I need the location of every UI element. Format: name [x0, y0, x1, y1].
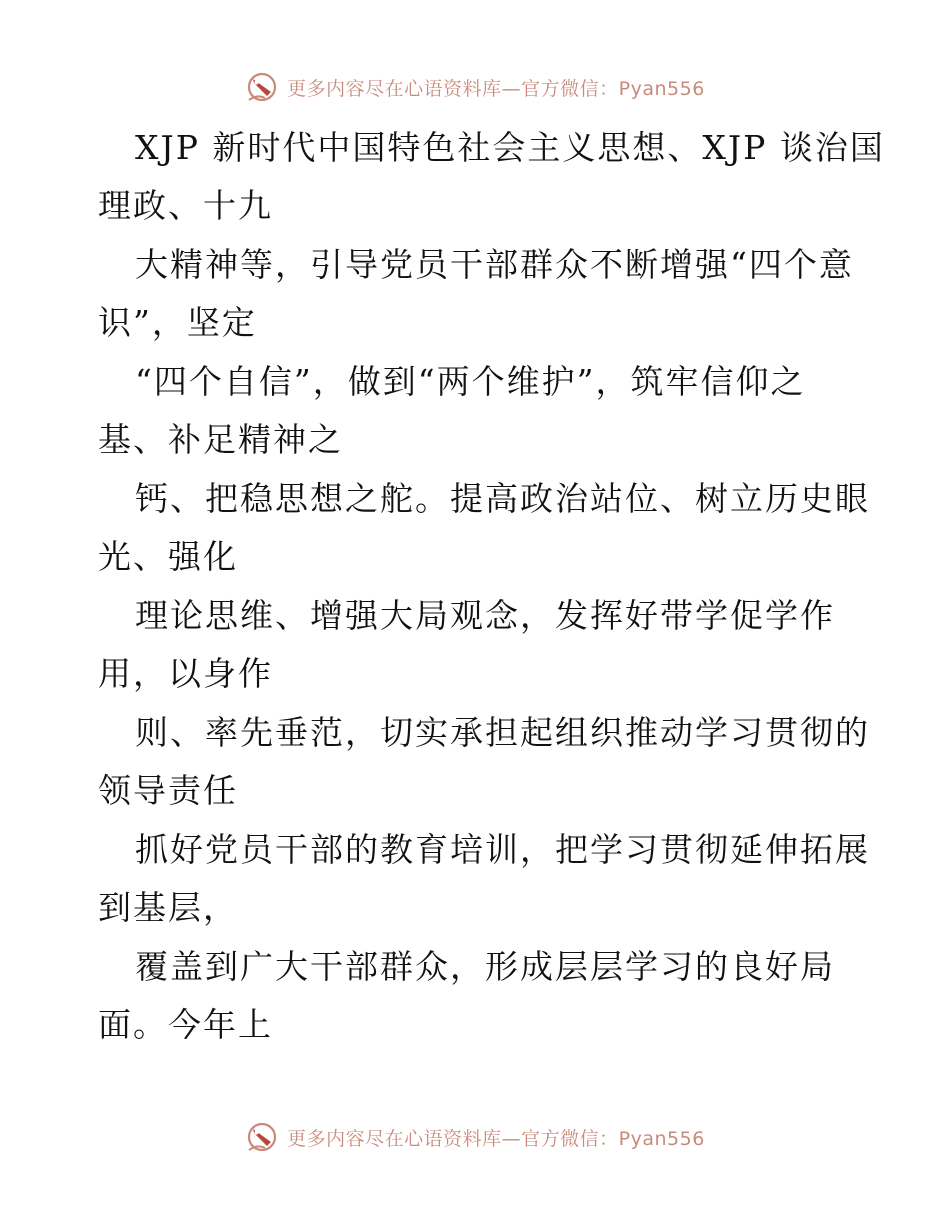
watermark-text: 更多内容尽在心语资料库—官方微信：Pyan556 — [287, 77, 705, 100]
paragraph-8-line-2: 面。今年上 — [98, 1005, 273, 1044]
pen-nib-circle-icon — [245, 1120, 279, 1154]
paragraph-6-line-2: 领导责任 — [98, 771, 238, 810]
paragraph-8-line-1: 覆盖到广大干部群众，形成层层学习的良好局 — [135, 947, 835, 986]
paragraph-3-line-1: “四个自信”，做到“两个维护”，筑牢信仰之 — [135, 362, 806, 401]
paragraph-7-line-2: 到基层， — [98, 888, 238, 927]
paragraph-1-line-2: 理政、十九 — [98, 186, 273, 225]
paragraph-3-line-2: 基、补足精神之 — [98, 420, 343, 459]
header-watermark — [0, 70, 950, 104]
paragraph-1-line-1: XJP 新时代中国特色社会主义思想、XJP 谈治国 — [135, 128, 885, 167]
paragraph-4-line-1: 钙、把稳思想之舵。提高政治站位、树立历史眼 — [135, 479, 870, 518]
watermark-text: 更多内容尽在心语资料库—官方微信：Pyan556 — [287, 1127, 705, 1150]
pen-nib-circle-icon — [245, 70, 279, 104]
paragraph-5-line-2: 用，以身作 — [98, 654, 273, 693]
paragraph-2-line-1: 大精神等，引导党员干部群众不断增强“四个意 — [135, 245, 854, 284]
footer-watermark — [0, 1120, 950, 1154]
paragraph-4-line-2: 光、强化 — [98, 537, 238, 576]
paragraph-7-line-1: 抓好党员干部的教育培训，把学习贯彻延伸拓展 — [135, 830, 870, 869]
paragraph-2-line-2: 识”，坚定 — [98, 303, 257, 342]
paragraph-5-line-1: 理论思维、增强大局观念，发挥好带学促学作 — [135, 596, 835, 635]
paragraph-6-line-1: 则、率先垂范，切实承担起组织推动学习贯彻的 — [135, 713, 870, 752]
